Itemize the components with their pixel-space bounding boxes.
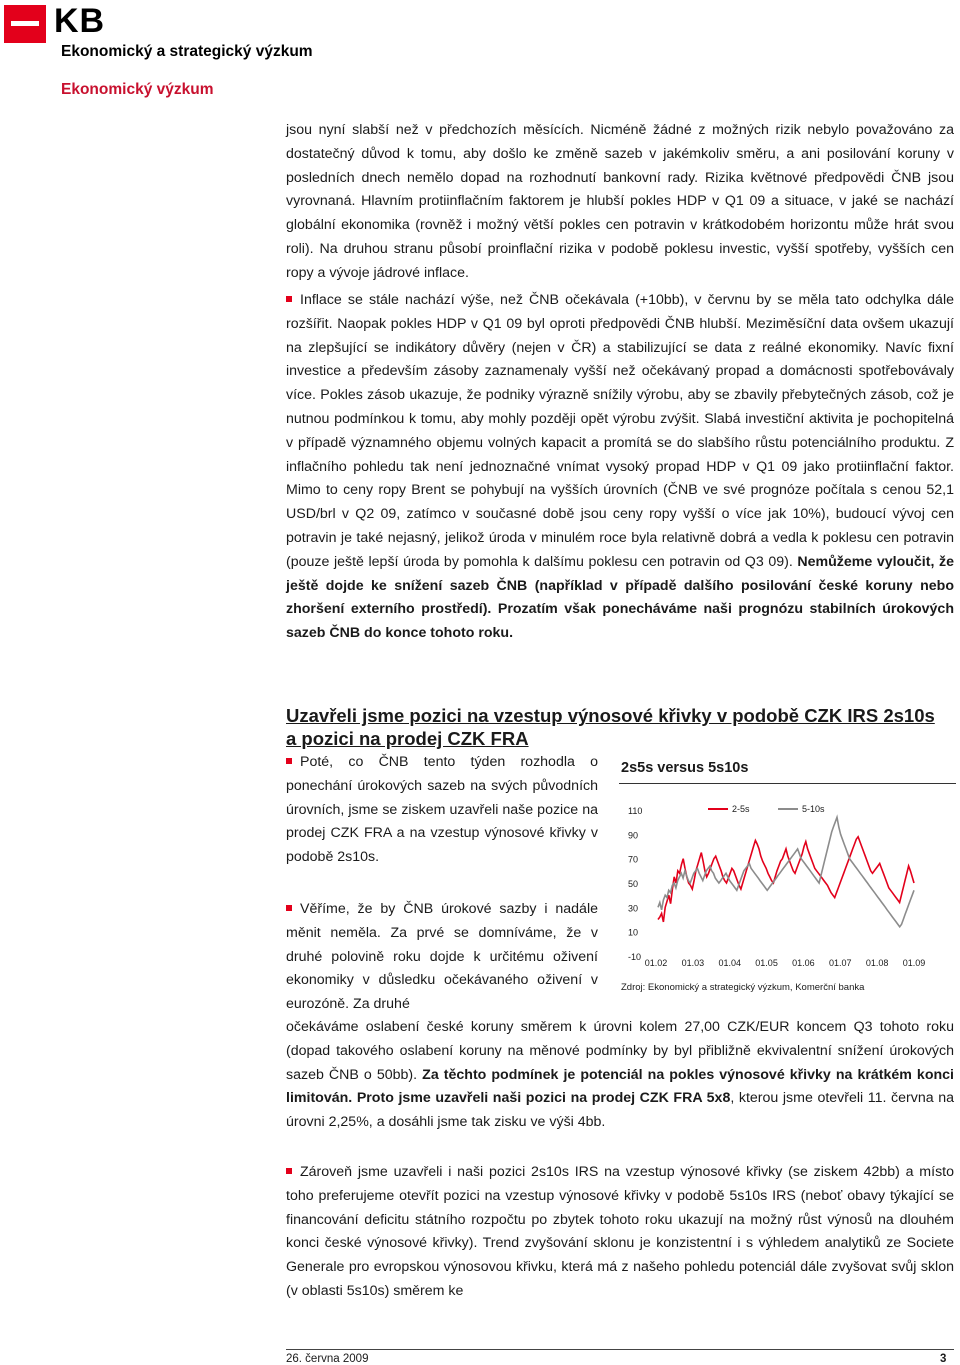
section-heading: Uzavřeli jsme pozici na vzestup výnosové křivky v podobě CZK IRS 2s10s a pozici na prodej CZK FRA (286, 705, 935, 749)
x-tick-label: 01.02 (644, 958, 668, 968)
kb-logo: KB (54, 2, 106, 40)
body-paragraph-2: Inflace se stále nachází výše, než ČNB očekávala (+10bb), v červnu by se měla tato odchylka dále rozšířit. Naopak pokles HDP v Q1 09 byl oproti předpovědi ČNB hlubší. Meziměsíční data ovšem ukazují na zlepšující se indikátory důvěry (nejen v ČR) a stabilizující se data z reálné ekonomiky. Navíc fixní investice a především zásoby zaznamenaly vyšší než očekávaný propad a domácnosti spotřebovávaly více. Pokles zásob ukazuje, že podniky výrazně snížily výrobu, aby se zbavily přebytečných zásob, což je nutnou podmínkou k tomu, aby mohly později opět výrobu zvýšit. Slabá investiční aktivita je pochopitelná v případě významného objemu volných kapacit a promítá se do slabšího růstu potenciálního produktu. Z inflačního pohledu tak není jednoznačné vnímat vysoký propad HDP v Q1 09 jako protiinflační faktor. Mimo to ceny ropy Brent se pohybují na vyšších úrovních (ČNB ve své prognóze počítala s cenou 52,1 USD/brl v Q2 09, zatímco v současné době jsou ceny ropy vyšší o více jak 10%), budoucí vývoj cen potravin je také nejasný, jelikož úroda v minulém roce byla relativně dobrá a vedla k poklesu cen potravin (pouze ještě lepší úroda by pomohla k dalšímu poklesu cen potravin od Q3 09). Nemůžeme vyloučit, že ještě dojde ke snížení sazeb ČNB (například v případě dalšího posilování české koruny nebo zhoršení externího prostředí). Prozatím však ponecháváme naši prognózu stabilních úrokových sazeb ČNB do konce tohoto roku. (286, 292, 954, 642)
legend-label: 5-10s (802, 804, 825, 814)
chart-title-rule (619, 783, 956, 784)
footer-date: 26. června 2009 (286, 1353, 369, 1365)
y-tick-label: 30 (628, 903, 639, 914)
x-tick-label: 01.03 (681, 958, 705, 968)
y-tick-label: 110 (628, 806, 643, 816)
bullet-icon (286, 905, 292, 911)
x-tick-label: 01.06 (792, 958, 815, 968)
bullet-icon (286, 1168, 292, 1174)
page-number: 3 (940, 1353, 947, 1365)
bullet-icon (286, 296, 292, 302)
y-tick-label: 50 (628, 879, 639, 889)
chart-source: Zdroj: Ekonomický a strategický výzkum, Komerční banka (621, 982, 865, 993)
header-subtitle: Ekonomický výzkum (61, 81, 214, 98)
header-title: Ekonomický a strategický výzkum (61, 43, 313, 60)
x-tick-label: 01.07 (829, 958, 852, 968)
kb-logo-mark (4, 5, 46, 43)
body-paragraph-4: Zároveň jsme uzavřeli i naši pozici 2s10s IRS na vzestup výnosové křivky (se ziskem 42bb) a místo toho preferujeme otevřít pozici na vzestup výnosové křivky v podobě 5s10s IRS (neboť obavy týkající se financování deficitu státního rozpočtu po zbytek tohoto roku ukazují na možný růst výnosů na dlouhém konci české výnosové křivky). Trend zvyšování sklonu je konzistentní i s výhledem analytiků ze Societe Generale pro evropskou výnosovou křivku, která má z našeho pohledu potenciál dále zvyšovat svůj sklon (v oblasti 5s10s) směrem ke (286, 1164, 954, 1299)
series-line-2-5s (658, 837, 914, 922)
body-paragraph-1: jsou nyní slabší než v předchozích měsících. Nicméně žádné z možných rizik nebylo považováno za dostatečný důvod k tomu, aby došlo ke změně sazeb v jakémkoliv směru, a ani posilování koruny v posledních dnech nemělo dopad na rozhodnutí bankovní rady. Rizika květnové předpovědi ČNB jsou vyrovnaná. Hlavním protiinflačním faktorem je hlubší pokles HDP v Q1 09 a situace, v jaké se nachází globální ekonomika (rovněž i možný větší pokles cen potravin v krátkodobém horizontu může hrát svou roli). Na druhou stranu působí proinflační rizika v podobě poklesu investic, vyšší spotřeby, vyšších cen ropy a vývoje jádrové inflace. (286, 122, 954, 281)
y-tick-label: 10 (628, 927, 639, 938)
column-paragraph-1: Poté, co ČNB tento týden rozhodla o ponechání úrokových sazeb na svých původních úrovních, jsme se ziskem uzavřeli naše pozice na prodej CZK FRA a na vzestup výnosové křivky v podobě 2s10s. (286, 754, 598, 866)
x-tick-label: 01.04 (718, 958, 741, 968)
y-tick-label: -10 (628, 952, 642, 962)
x-tick-label: 01.05 (755, 958, 778, 968)
footer-rule (286, 1349, 954, 1350)
x-tick-label: 01.08 (865, 958, 889, 968)
column-paragraph-2: Věříme, že by ČNB úrokové sazby i nadále měnit neměla. Za prvé se domníváme, že v druhé polovině roku dojde k určitému oživení ekonomiky v důsledku očekávaného oživení v eurozóně. Za druhé (286, 901, 598, 1013)
bullet-icon (286, 758, 292, 764)
y-tick-label: 90 (628, 830, 639, 841)
body-paragraph-3: očekáváme oslabení české koruny směrem k úrovni kolem 27,00 CZK/EUR koncem Q3 tohoto roku (dopad takového oslabení koruny na měnové podmínky by byl přibližně ekvivalentní snížení úrokových sazeb ČNB o 50bb). Za těchto podmínek je potenciál na pokles výnosové křivky na krátkém konci limitován. Proto jsme uzavřeli naši pozici na prodej CZK FRA 5x8, kterou jsme otevřeli 11. června na úrovni 2,25%, a dosáhli jsme tak zisku ve výši 4bb. (286, 1019, 955, 1131)
y-tick-label: 70 (628, 854, 639, 865)
chart-2s5s-5s10s (618, 790, 958, 980)
legend-label: 2-5s (732, 804, 750, 814)
chart-title: 2s5s versus 5s10s (621, 760, 749, 776)
x-tick-label: 01.09 (902, 958, 926, 968)
